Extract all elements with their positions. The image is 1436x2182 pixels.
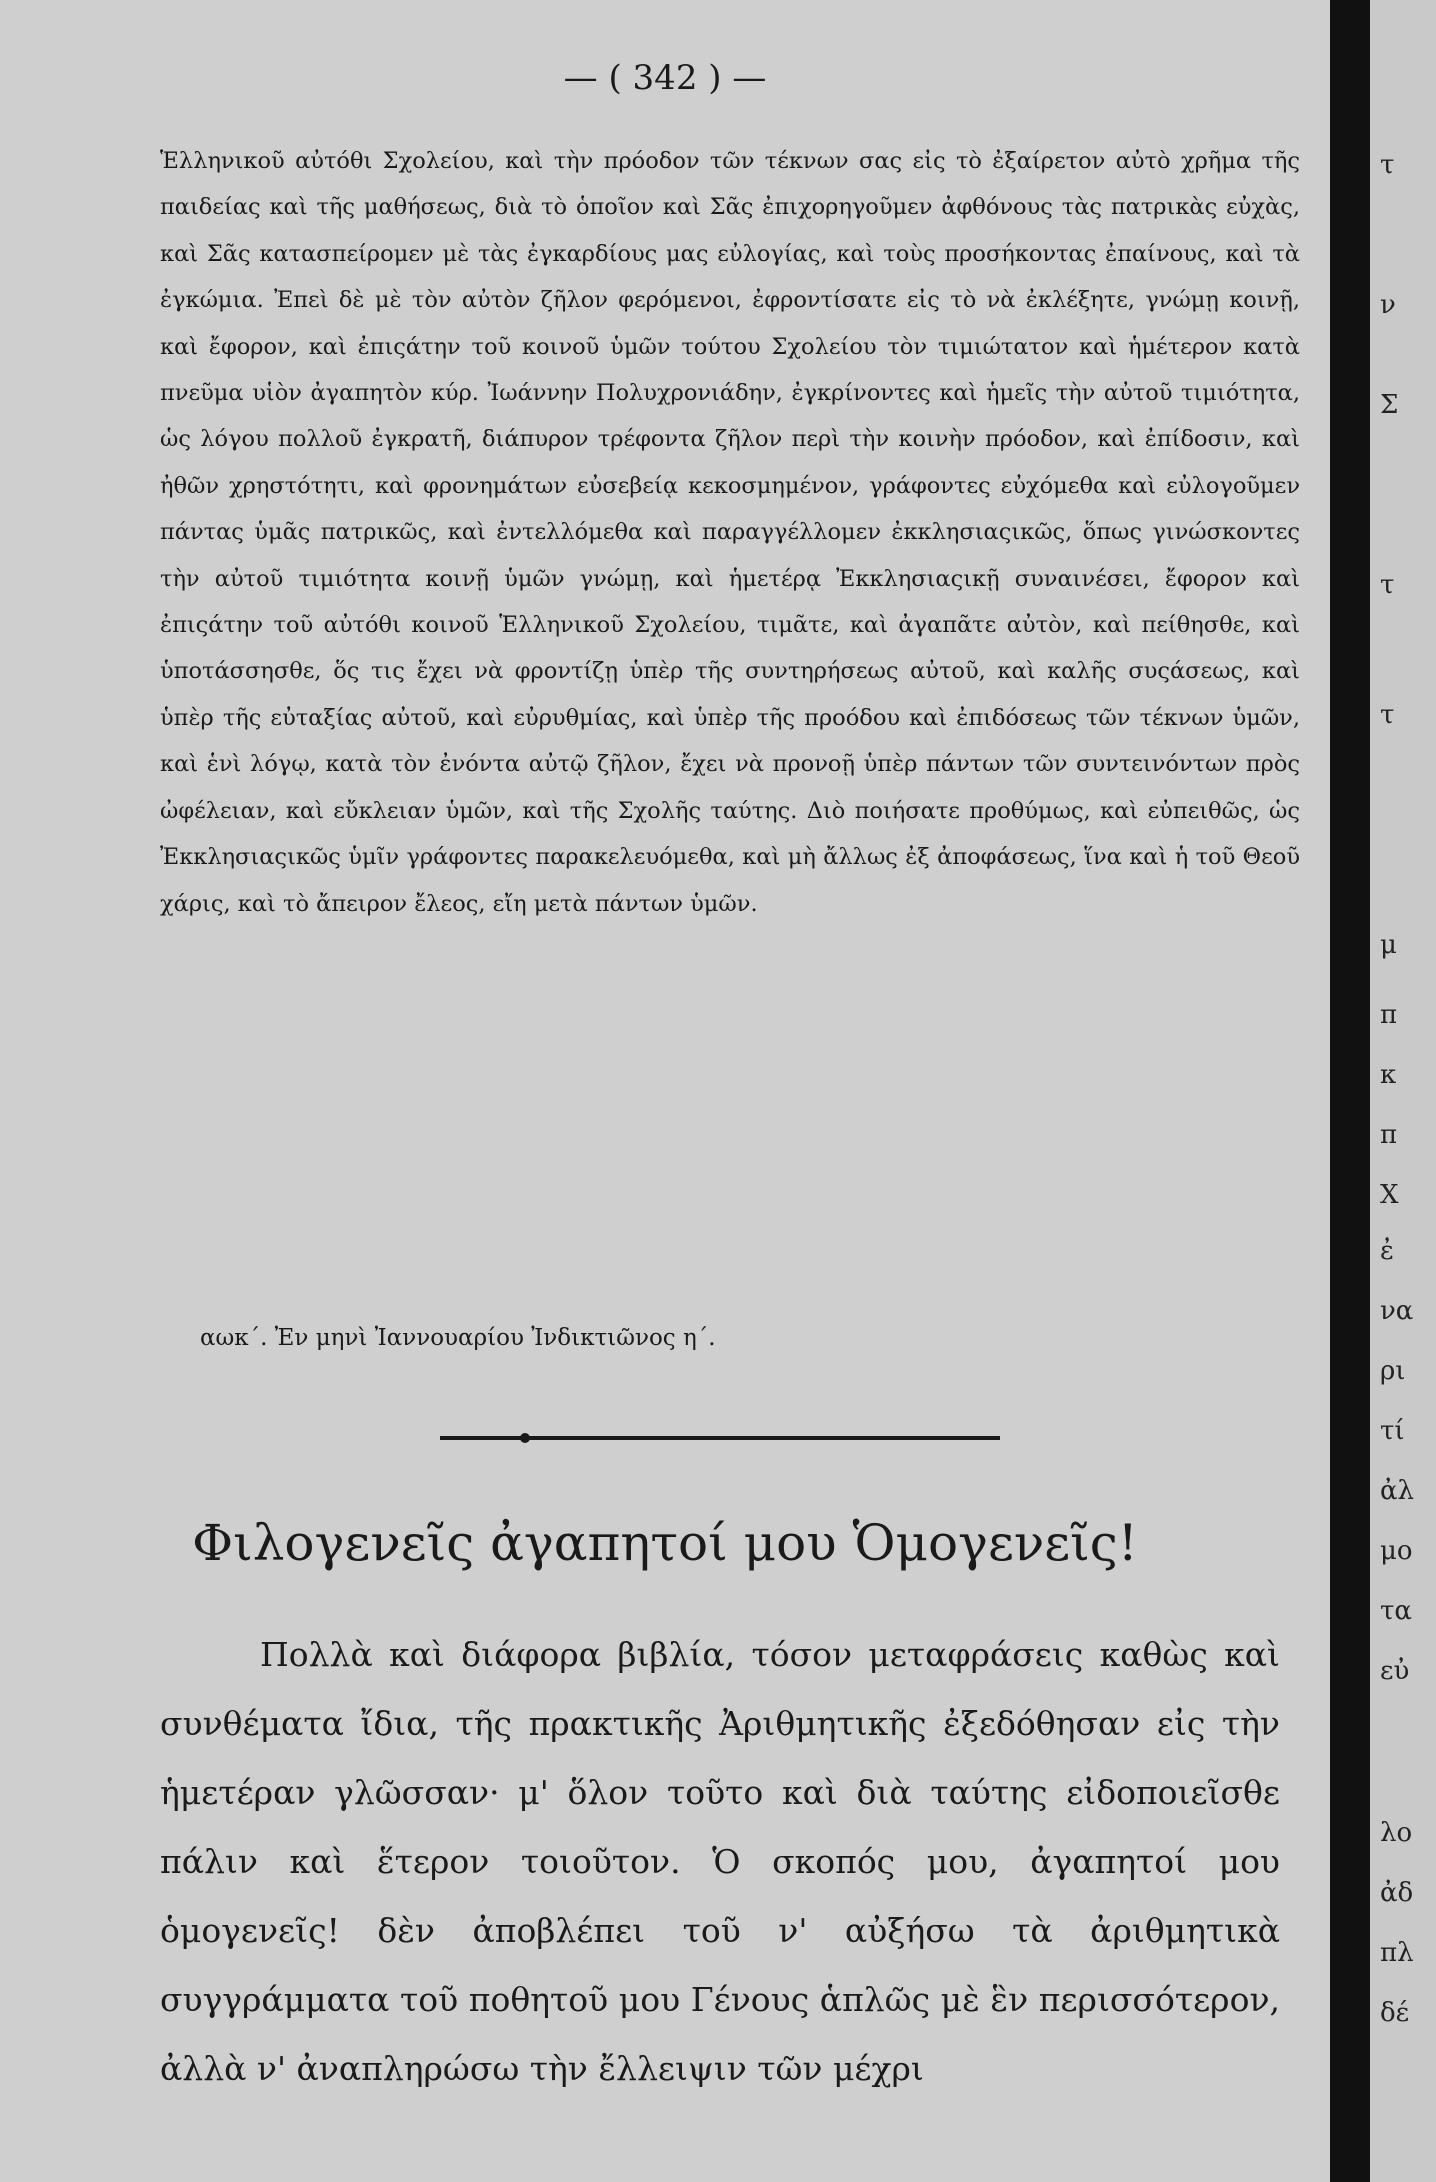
letter-closing-date: αωκ΄. Ἐν μηνὶ Ἰαννουαρίου Ἰνδικτιῶνος η΄. <box>200 1325 716 1351</box>
facing-page-fragment: δέ <box>1380 1998 1410 2028</box>
book-gutter <box>1330 0 1370 2182</box>
facing-page-fragment: ν <box>1380 290 1396 320</box>
letter-paragraph: Ἑλληνικοῦ αὐτόθι Σχολείου, καὶ τὴν πρόοδον τῶν τέκνων σας εἰς τὸ ἐξαίρετον αὐτὸ χρῆμα τῆς παιδείας καὶ τῆς μαθήσεως, διὰ τὸ ὁποῖον καὶ Σᾶς ἐπιχορηγοῦμεν ἀφθόνους τὰς πατρικὰς εὐχὰς, καὶ Σᾶς κατασπείρομεν μὲ τὰς ἐγκαρδίους μας εὐλογίας, καὶ τοὺς προσήκοντας ἐπαίνους, καὶ τὰ ἐγκώμια. Ἐπεὶ δὲ μὲ τὸν αὐτὸν ζῆλον φερόμενοι, ἐφροντίσατε εἰς τὸ νὰ ἐκλέξητε, γνώμῃ κοινῇ, καὶ ἔφορον, καὶ ἐπιςάτην τοῦ κοινοῦ ὑμῶν τούτου Σχολείου τὸν τιμιώτατον καὶ ἡμέτερον κατὰ πνεῦμα υἱὸν ἀγαπητὸν κύρ. Ἰωάννην Πολυχρονιάδην, ἐγκρίνοντες καὶ ἡμεῖς τὴν αὐτοῦ τιμιότητα, ὡς λόγου πολλοῦ ἐγκρατῆ, διάπυρον τρέφοντα ζῆλον περὶ τὴν κοινὴν πρόοδον, καὶ ἐπίδοσιν, καὶ ἠθῶν χρηστότητι, καὶ φρονημάτων εὐσεβείᾳ κεκοσμημένον, γράφοντες εὐχόμεθα καὶ εὐλογοῦμεν πάντας ὑμᾶς πατρικῶς, καὶ ἐντελλόμεθα καὶ παραγγέλλομεν ἐκκλησιαςικῶς, ὅπως γινώσκοντες τὴν αὐτοῦ τιμιότητα κοινῇ ὑμῶν γνώμῃ, καὶ ἡμετέρᾳ Ἐκκλησιαςικῇ συναινέσει, ἔφορον καὶ ἐπιςάτην τοῦ αὐτόθι κοινοῦ Ἑλληνικοῦ Σχολείου, τιμᾶτε, καὶ ἀγαπᾶτε αὐτὸν, καὶ πείθησθε, καὶ ὑποτάσσησθε, ὅς τις ἔχει νὰ φροντίζῃ ὑπὲρ τῆς συντηρήσεως αὐτοῦ, καὶ καλῆς συςάσεως, καὶ ὑπὲρ τῆς εὐταξίας αὐτοῦ, καὶ εὐρυθμίας, καὶ ὑπὲρ τῆς προόδου καὶ ἐπιδόσεως τῶν τέκνων ὑμῶν, καὶ ἑνὶ λόγῳ, κατὰ τὸν ἐνόντα αὐτῷ ζῆλον, ἔχει νὰ προνοῇ ὑπὲρ πάντων τῶν συντεινόντων πρὸς ὠφέλειαν, καὶ εὔκλειαν ὑμῶν, καὶ τῆς Σχολῆς ταύτης. Διὸ ποιήσατε προθύμως, καὶ εὐπειθῶς, ὡς Ἐκκλησιαςικῶς ὑμῖν γράφοντες παρακελευόμεθα, καὶ μὴ ἄλλως ἐξ ἀποφάσεως, ἵνα καὶ ἡ τοῦ Θεοῦ χάρις, καὶ τὸ ἄπειρον ἔλεος, εἴη μετὰ πάντων ὑμῶν. <box>160 148 1300 917</box>
facing-page-fragment: Χ <box>1380 1180 1399 1210</box>
facing-page-fragment: λο <box>1380 1818 1413 1848</box>
facing-page-fragment: π <box>1380 1000 1398 1030</box>
facing-page-fragment: π <box>1380 1120 1398 1150</box>
facing-page-fragment: ρι <box>1380 1356 1406 1386</box>
facing-page-fragment: μ <box>1380 930 1397 960</box>
facing-page-edge <box>1370 0 1436 2182</box>
facing-page-fragment: μο <box>1380 1536 1413 1566</box>
facing-page-fragment: εὐ <box>1380 1656 1410 1686</box>
article-body <box>160 1620 1280 2103</box>
facing-page-fragment: τ <box>1380 700 1395 730</box>
facing-page-fragment: κ <box>1380 1060 1397 1090</box>
article-paragraph: Πολλὰ καὶ διάφορα βιβλία, τόσον μεταφράσεις καθὼς καὶ συνθέματα ἴδια, τῆς πρακτικῆς Ἀριθμητικῆς ἐξεδόθησαν εἰς τὴν ἡμετέραν γλῶσσαν· μ' ὅλον τοῦτο καὶ διὰ ταύτης εἰδοποιεῖσθε πάλιν καὶ ἕτερον τοιοῦτον. Ὁ σκοπός μου, ἀγαπητοί μου ὁμογενεῖς! δὲν ἀποβλέπει τοῦ ν' αὐξήσω τὰ ἀριθμητικὰ συγγράμματα τοῦ ποθητοῦ μου Γένους ἁπλῶς μὲ ἓν περισσότερον, ἀλλὰ ν' ἀναπληρώσω τὴν ἔλλειψιν τῶν μέχρι <box>160 1635 1280 2088</box>
facing-page-fragment: ἐ <box>1380 1236 1394 1266</box>
facing-page-fragment: τί <box>1380 1416 1405 1446</box>
facing-page-fragment: τ <box>1380 570 1395 600</box>
facing-page-fragment: να <box>1380 1296 1414 1326</box>
facing-page-fragment: τ <box>1380 150 1395 180</box>
facing-page-fragment: Σ <box>1380 390 1399 420</box>
facing-page-fragment: ἀδ <box>1380 1878 1414 1908</box>
letter-body <box>160 138 1300 927</box>
facing-page-fragment: πλ <box>1380 1938 1414 1968</box>
facing-page-fragment: τα <box>1380 1596 1412 1626</box>
section-divider-rule <box>440 1436 1000 1440</box>
page-number: — ( 342 ) — <box>563 58 767 98</box>
facing-page-fragment: ἀλ <box>1380 1476 1415 1506</box>
section-heading: Φιλογενεῖς ἀγαπητοί μου Ὁμογενεῖς! <box>192 1514 1138 1572</box>
